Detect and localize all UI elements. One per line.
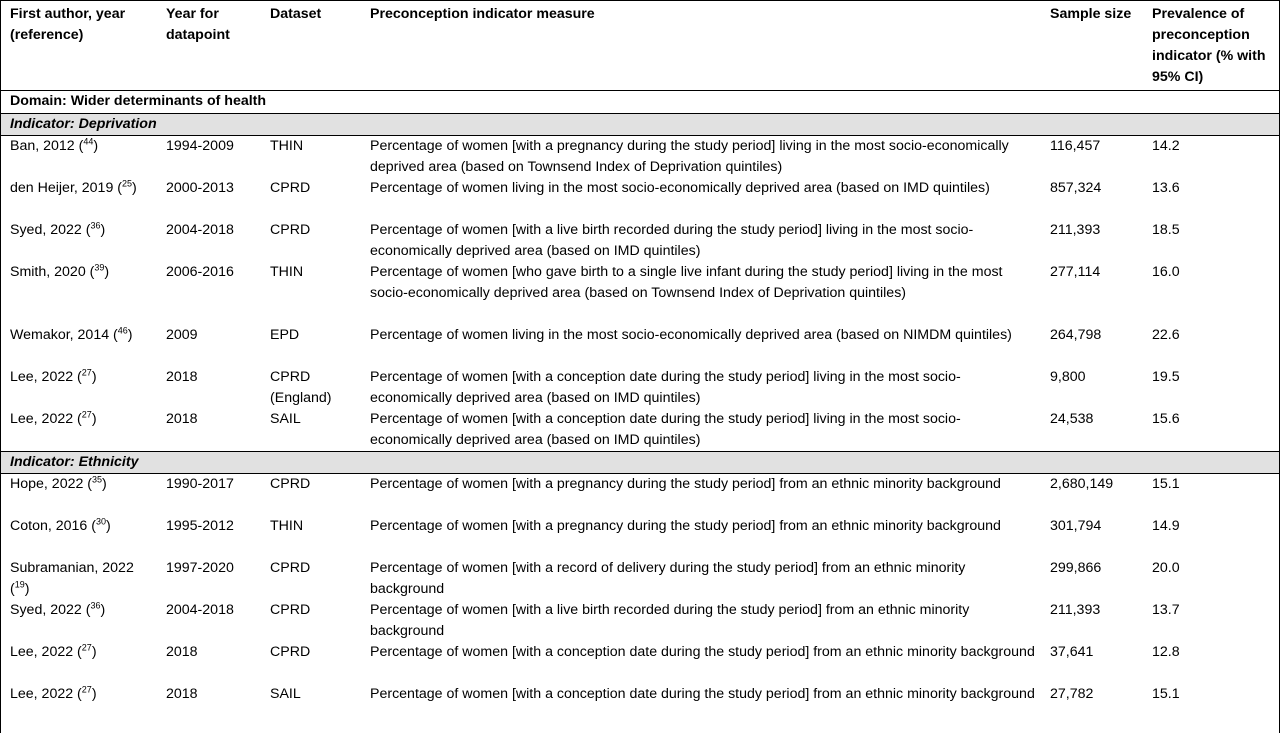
cell-dataset: CPRD [270, 222, 311, 238]
cell-sample-size: 9,800 [1050, 369, 1086, 385]
table-row [0, 684, 1280, 726]
cell-author [0, 409, 156, 452]
cell-measure: Percentage of women [with a pregnancy during the study period] from an ethnic minority background [370, 476, 1001, 492]
cell-year: 2018 [166, 369, 198, 385]
cell-year: 1994-2009 [166, 138, 234, 154]
author-text: Wemakor, 2014 ( [10, 327, 118, 343]
cell-dataset: CPRD (England) [270, 369, 332, 406]
author-text: Syed, 2022 ( [10, 222, 91, 238]
author-text: Syed, 2022 ( [10, 602, 91, 618]
cell-year: 2004-2018 [166, 602, 234, 618]
cell-year: 2000-2013 [166, 180, 234, 196]
cell-year: 2006-2016 [166, 264, 234, 280]
cell-year: 2018 [166, 411, 198, 427]
author-text: Lee, 2022 ( [10, 644, 82, 660]
cell-author [0, 325, 156, 367]
cell-dataset: CPRD [270, 180, 311, 196]
reference-close: ) [104, 264, 110, 280]
cell-year: 1997-2020 [166, 560, 234, 576]
cell-author [0, 178, 156, 220]
cell-year: 1995-2012 [166, 518, 234, 534]
cell-author [0, 558, 156, 600]
cell-author [0, 262, 156, 325]
cell-sample-size: 857,324 [1050, 180, 1102, 196]
author-text: Coton, 2016 ( [10, 518, 96, 534]
cell-year: 2018 [166, 686, 198, 702]
reference-number: 39 [94, 262, 105, 273]
header-row [0, 1, 1280, 91]
reference-number: 46 [117, 325, 128, 336]
cell-measure: Percentage of women [who gave birth to a single live infant during the study period] living in the most socio-economically deprived area (based on Townsend Index of Deprivation quintiles) [370, 264, 1003, 301]
cell-sample-size: 37,641 [1050, 644, 1094, 660]
cell-dataset: CPRD [270, 476, 311, 492]
cell-measure: Percentage of women [with a pregnancy during the study period] living in the most socio-economically deprived area (based on Townsend Index of Deprivation quintiles) [370, 138, 1009, 175]
header-year: Year for datapoint [156, 1, 260, 91]
cell-dataset: THIN [270, 138, 304, 154]
author-text: den Heijer, 2019 ( [10, 180, 122, 196]
indicator-label: Indicator: Ethnicity [0, 452, 1280, 474]
cell-prevalence: 15.1 [1152, 686, 1180, 702]
cell-dataset: THIN [270, 264, 304, 280]
cell-prevalence: 20.0 [1152, 560, 1180, 576]
reference-number: 30 [95, 516, 106, 527]
indicator-row [0, 452, 1280, 474]
cell-year: 2009 [166, 327, 198, 343]
cell-sample-size: 116,457 [1050, 138, 1101, 154]
reference-close: ) [100, 602, 106, 618]
domain-row [0, 91, 1280, 114]
table-row [0, 136, 1280, 179]
cell-author [0, 220, 156, 262]
cell-prevalence: 14.9 [1152, 518, 1180, 534]
reference-close: ) [91, 369, 97, 385]
reference-number: 36 [90, 600, 101, 611]
cell-sample-size: 211,393 [1050, 222, 1101, 238]
domain-label: Domain: Wider determinants of health [10, 93, 267, 109]
cell-measure: Percentage of women [with a conception date during the study period] from an ethnic minority background [370, 644, 1035, 660]
reference-close: ) [24, 581, 30, 597]
cell-year: 2018 [166, 644, 198, 660]
header-sample-size: Sample size [1040, 1, 1142, 91]
cell-dataset: SAIL [270, 686, 301, 702]
cell-dataset: EPD [270, 327, 300, 343]
reference-number: 27 [81, 409, 92, 420]
cell-sample-size: 27,782 [1050, 686, 1094, 702]
reference-close: ) [93, 138, 99, 154]
reference-close: ) [91, 686, 97, 702]
cell-author [0, 474, 156, 517]
cell-dataset: THIN [270, 518, 304, 534]
cell-sample-size: 211,393 [1050, 602, 1101, 618]
cell-sample-size: 2,680,149 [1050, 476, 1114, 492]
reference-number: 27 [81, 642, 92, 653]
reference-close: ) [127, 327, 133, 343]
author-text: Ban, 2012 ( [10, 138, 84, 154]
cell-author [0, 600, 156, 642]
cell-author [0, 684, 156, 726]
cell-prevalence: 13.7 [1152, 602, 1180, 618]
table-row [0, 600, 1280, 642]
cell-measure: Percentage of women living in the most socio-economically deprived area (based on IMD quintiles) [370, 180, 990, 196]
reference-close: ) [132, 180, 137, 196]
header-author: First author, year (reference) [0, 1, 156, 91]
cell-dataset: CPRD [270, 560, 311, 576]
author-text: Hope, 2022 ( [10, 476, 93, 492]
header-prevalence: Prevalence of preconception indicator (% with 95% CI) [1142, 1, 1280, 91]
cell-prevalence: 16.0 [1152, 264, 1180, 280]
reference-number: 27 [81, 367, 92, 378]
table-row [0, 642, 1280, 684]
table-row [0, 325, 1280, 367]
cell-measure: Percentage of women [with a conception date during the study period] living in the most socio-economically deprived area (based on IMD quintiles) [370, 411, 961, 448]
cell-year: 1990-2017 [166, 476, 234, 492]
reference-close: ) [91, 411, 97, 427]
cell-sample-size: 277,114 [1050, 264, 1101, 280]
cell-measure: Percentage of women [with a record of delivery during the study period] from an ethnic minority background [370, 560, 966, 597]
table-row [0, 409, 1280, 452]
cell-prevalence: 18.5 [1152, 222, 1180, 238]
reference-close: ) [100, 222, 106, 238]
cell-dataset: SAIL [270, 411, 301, 427]
cell-prevalence: 15.6 [1152, 411, 1180, 427]
cell-measure: Percentage of women [with a pregnancy during the study period] from an ethnic minority background [370, 518, 1001, 534]
cell-prevalence: 12.8 [1152, 644, 1180, 660]
reference-number: 27 [81, 684, 92, 695]
table-row [0, 474, 1280, 517]
cell-year: 2004-2018 [166, 222, 234, 238]
reference-number: 36 [90, 220, 101, 231]
cell-dataset: CPRD [270, 602, 311, 618]
author-text: Lee, 2022 ( [10, 686, 82, 702]
indicator-row [0, 114, 1280, 136]
cell-author [0, 516, 156, 558]
cell-prevalence: 15.1 [1152, 476, 1180, 492]
cell-measure: Percentage of women [with a conception date during the study period] from an ethnic minority background [370, 686, 1035, 702]
cell-measure: Percentage of women [with a live birth recorded during the study period] living in the most socio-economically deprived area (based on IMD quintiles) [370, 222, 974, 259]
table-row [0, 516, 1280, 558]
cell-author [0, 367, 156, 409]
table-row [0, 178, 1280, 220]
cell-prevalence: 14.2 [1152, 138, 1180, 154]
table-row [0, 220, 1280, 262]
header-dataset: Dataset [260, 1, 360, 91]
reference-number: 44 [83, 136, 94, 147]
cell-sample-size: 264,798 [1050, 327, 1102, 343]
reference-number: 35 [92, 474, 103, 485]
reference-close: ) [106, 518, 111, 534]
reference-number: 19 [14, 579, 25, 590]
author-text: Subramanian, 2022 ( [10, 560, 134, 597]
cell-prevalence: 22.6 [1152, 327, 1180, 343]
cell-measure: Percentage of women living in the most socio-economically deprived area (based on NIMDM quintiles) [370, 327, 1012, 343]
cell-sample-size: 24,538 [1050, 411, 1094, 427]
cell-sample-size: 299,866 [1050, 560, 1102, 576]
cell-dataset: CPRD [270, 644, 311, 660]
cell-author [0, 642, 156, 684]
table-left-border [0, 0, 1, 733]
table-row [0, 367, 1280, 409]
reference-close: ) [102, 476, 107, 492]
cell-sample-size: 301,794 [1050, 518, 1102, 534]
reference-close: ) [91, 644, 97, 660]
author-text: Lee, 2022 ( [10, 369, 82, 385]
cell-author [0, 136, 156, 179]
author-text: Smith, 2020 ( [10, 264, 95, 280]
cell-prevalence: 19.5 [1152, 369, 1180, 385]
header-measure: Preconception indicator measure [360, 1, 1040, 91]
table-row [0, 262, 1280, 325]
table-body [0, 91, 1280, 727]
reference-number: 25 [122, 178, 133, 189]
table-row [0, 558, 1280, 600]
indicator-label: Indicator: Deprivation [0, 114, 1280, 136]
cell-measure: Percentage of women [with a conception date during the study period] living in the most socio-economically deprived area (based on IMD quintiles) [370, 369, 961, 406]
cell-prevalence: 13.6 [1152, 180, 1180, 196]
author-text: Lee, 2022 ( [10, 411, 82, 427]
cell-measure: Percentage of women [with a live birth recorded during the study period] from an ethnic minority background [370, 602, 970, 639]
